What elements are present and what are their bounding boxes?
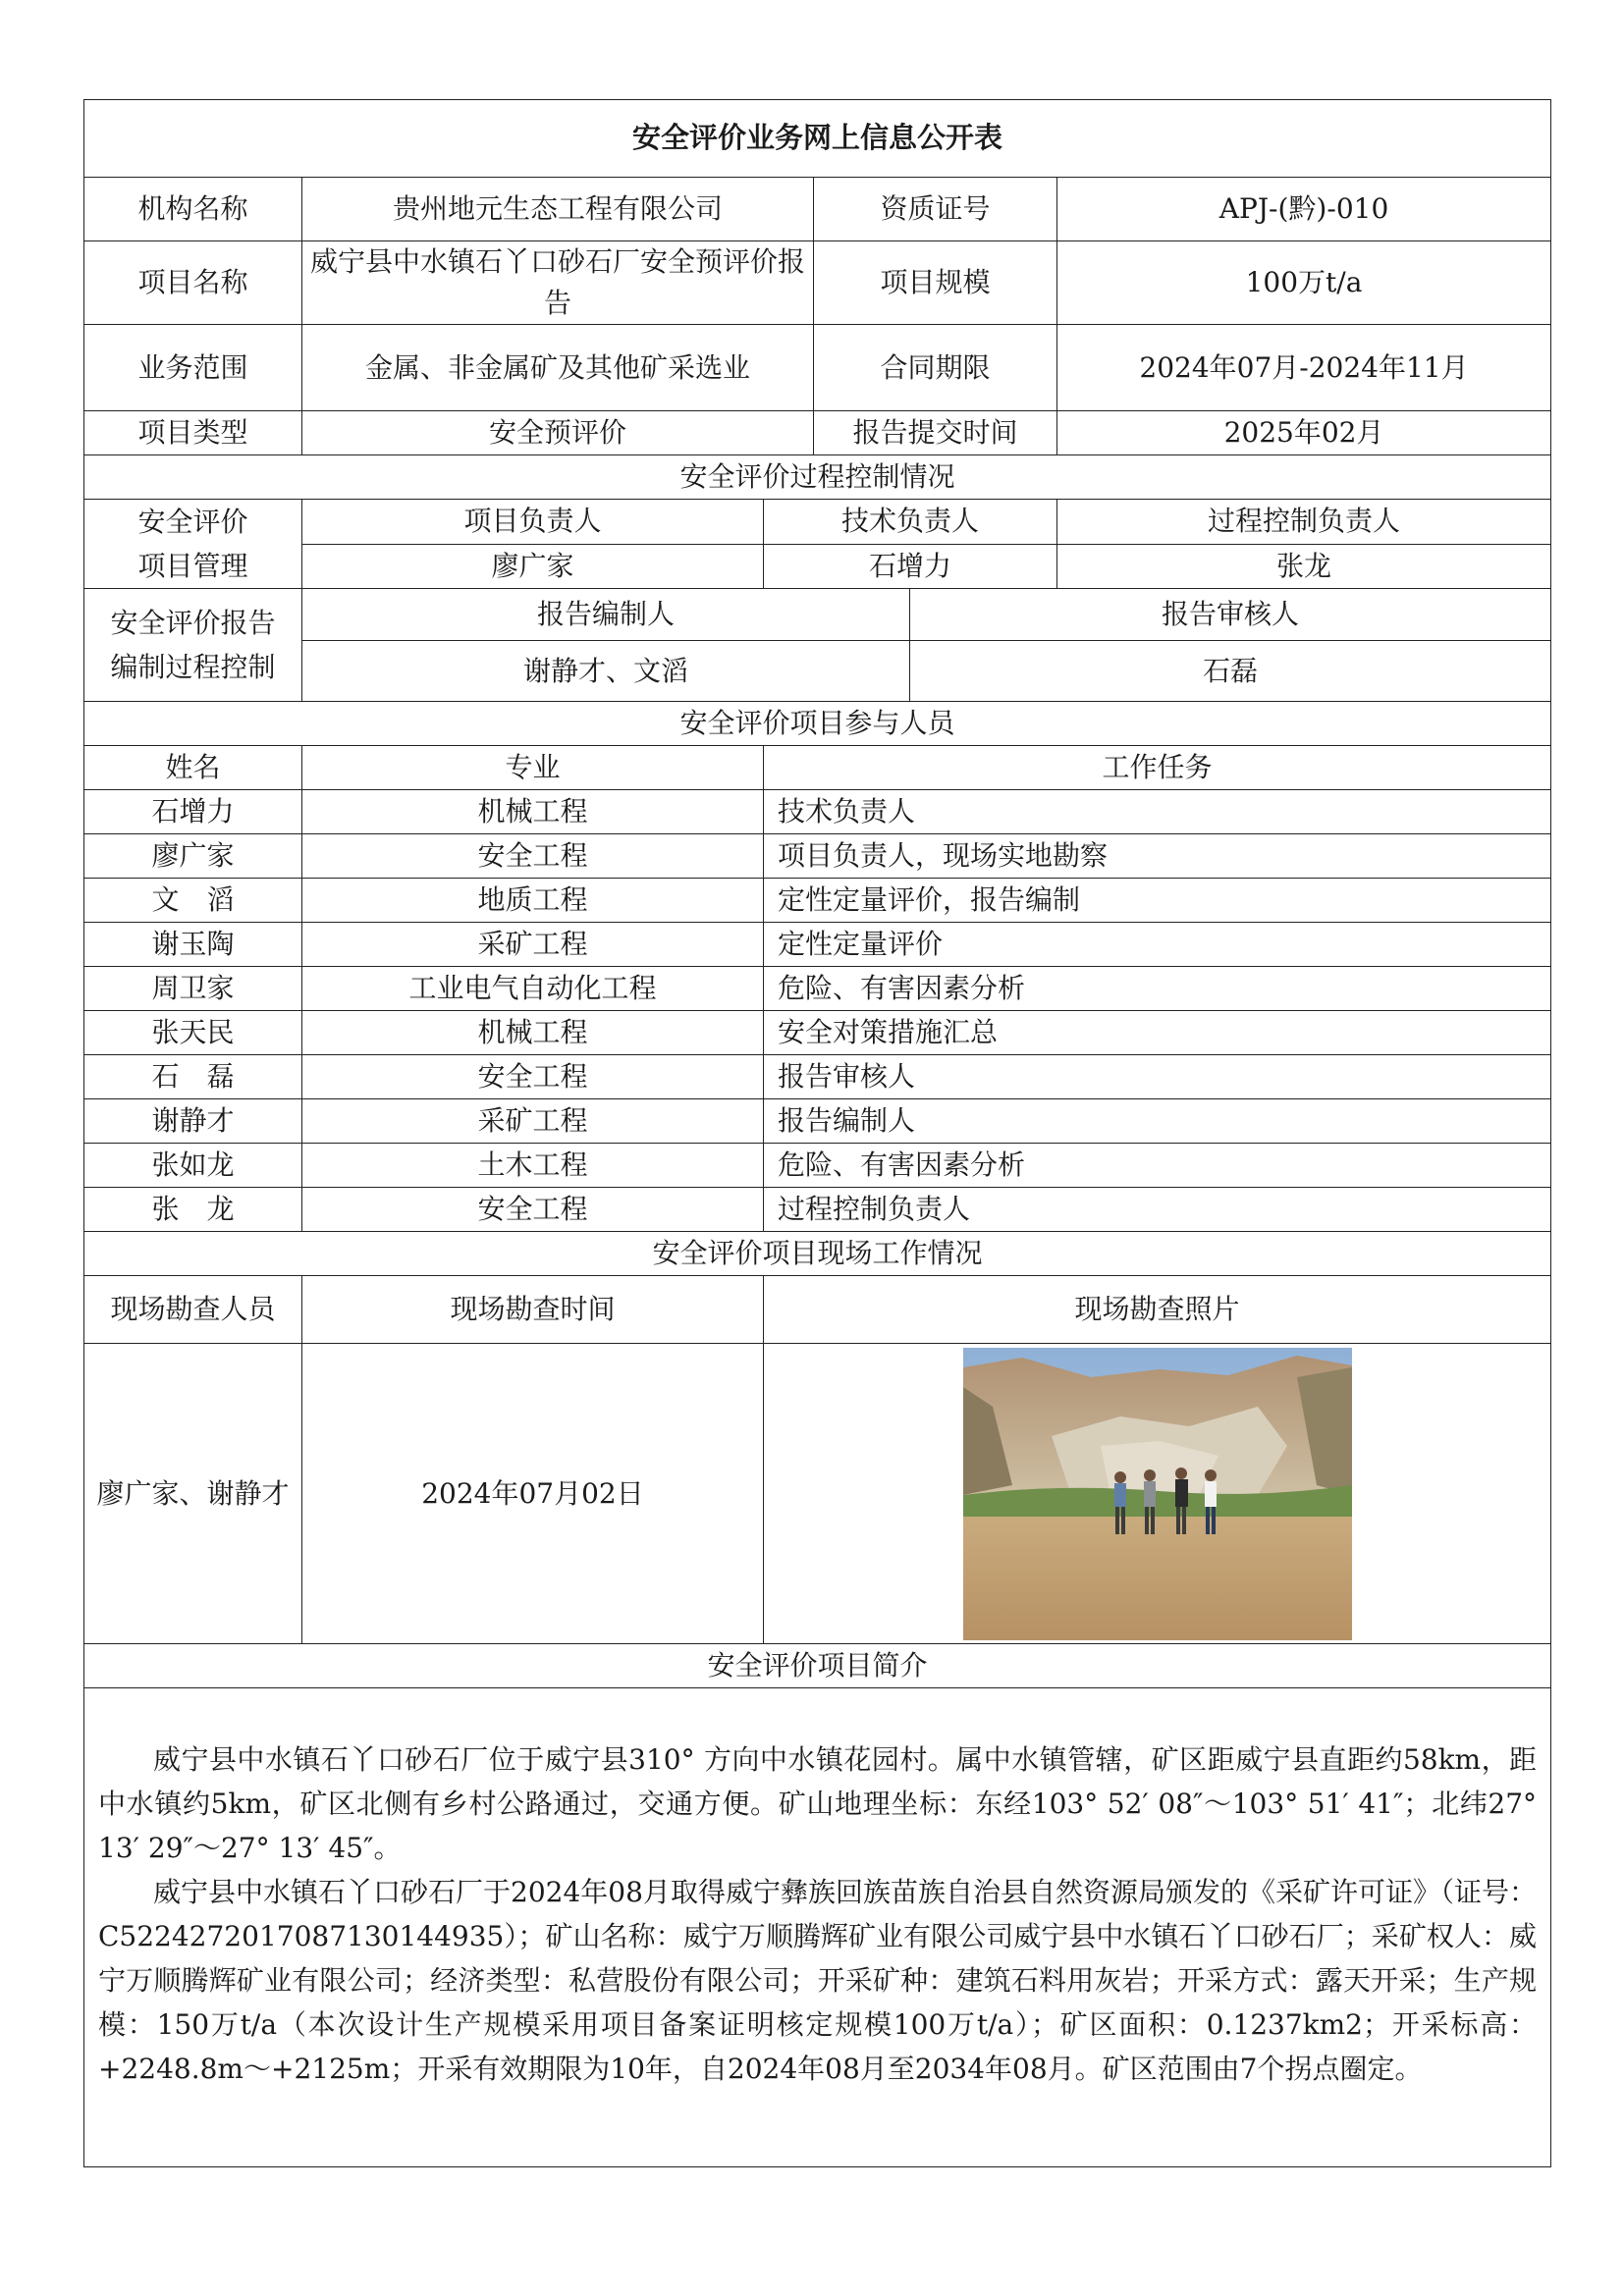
contract-label: 合同期限 [814,325,1057,411]
staff-major: 机械工程 [302,790,764,834]
site-heading: 安全评价项目现场工作情况 [84,1232,1551,1276]
staff-task: 危险、有害因素分析 [764,1144,1551,1188]
staff-name: 廖广家 [84,834,302,879]
table-row [84,1011,1551,1055]
author-label: 报告编制人 [302,589,910,641]
staff-major: 安全工程 [302,834,764,879]
ctrl-value: 张龙 [1057,544,1551,589]
staff-name: 张 龙 [84,1188,302,1232]
scale-label: 项目规模 [814,241,1057,325]
tech-value: 石增力 [764,544,1057,589]
org-label: 机构名称 [84,178,302,241]
staff-task: 定性定量评价，报告编制 [764,879,1551,923]
info-table [83,99,1551,2167]
intro-heading: 安全评价项目简介 [84,1644,1551,1688]
staff-name: 文 滔 [84,879,302,923]
site-people: 廖广家、谢静才 [84,1344,302,1644]
staff-name: 张如龙 [84,1144,302,1188]
staff-name: 石增力 [84,790,302,834]
staff-major: 安全工程 [302,1055,764,1099]
table-row [84,790,1551,834]
tech-label: 技术负责人 [764,500,1057,545]
cert-value: APJ-(黔)-010 [1057,178,1551,241]
staff-name: 周卫家 [84,967,302,1011]
col-name: 姓名 [84,746,302,790]
reviewer-label: 报告审核人 [910,589,1551,641]
table-row [84,1144,1551,1188]
table-row [84,1099,1551,1144]
staff-name: 谢静才 [84,1099,302,1144]
col-task: 工作任务 [764,746,1551,790]
cert-label: 资质证号 [814,178,1057,241]
author-value: 谢静才、文滔 [302,641,910,702]
staff-task: 项目负责人，现场实地勘察 [764,834,1551,879]
intro-paragraph-2: 威宁县中水镇石丫口砂石厂于2024年08月取得威宁彝族回族苗族自治县自然资源局颁发的《采矿许可证》（证号：C5224272017087130144935）；矿山名称：威宁万顺腾辉矿业有限公司威宁县中水镇石丫口砂石厂；采矿权人：威宁万顺腾辉矿业有限公司；经济类型：私营股份有限公司；开采矿种：建筑石料用灰岩；开采方式：露天开采；生产规模：150万t/a（本次设计生产规模采用项目备案证明核定规模100万t/a）；矿区面积：0.1237km2；开采标高：+2248.8m～+2125m；开采有效期限为10年，自2024年08月至2034年08月。矿区范围由7个拐点圈定。 [98,1876,1538,2085]
pm-label: 项目负责人 [302,500,764,545]
staff-task: 过程控制负责人 [764,1188,1551,1232]
table-row [84,967,1551,1011]
staff-major: 机械工程 [302,1011,764,1055]
staff-major: 地质工程 [302,879,764,923]
table-row [84,1055,1551,1099]
staff-task: 技术负责人 [764,790,1551,834]
table-row [84,834,1551,879]
staff-major: 安全工程 [302,1188,764,1232]
scope-value: 金属、非金属矿及其他矿采选业 [302,325,814,411]
staff-task: 危险、有害因素分析 [764,967,1551,1011]
report-control-label: 安全评价报告 编制过程控制 [84,589,302,702]
site-photo-cell [764,1344,1551,1644]
type-value: 安全预评价 [302,411,814,455]
project-label: 项目名称 [84,241,302,325]
scale-value: 100万t/a [1057,241,1551,325]
staff-major: 工业电气自动化工程 [302,967,764,1011]
col-major: 专业 [302,746,764,790]
ctrl-label: 过程控制负责人 [1057,500,1551,545]
staff-name: 张天民 [84,1011,302,1055]
col-site-photo: 现场勘查照片 [764,1276,1551,1344]
scope-label: 业务范围 [84,325,302,411]
staff-name: 石 磊 [84,1055,302,1099]
org-value: 贵州地元生态工程有限公司 [302,178,814,241]
site-photo [963,1348,1352,1640]
staff-major: 采矿工程 [302,1099,764,1144]
reviewer-value: 石磊 [910,641,1551,702]
staff-task: 报告编制人 [764,1099,1551,1144]
staff-task: 安全对策措施汇总 [764,1011,1551,1055]
type-label: 项目类型 [84,411,302,455]
staff-task: 报告审核人 [764,1055,1551,1099]
staff-major: 采矿工程 [302,923,764,967]
pm-value: 廖广家 [302,544,764,589]
col-site-people: 现场勘查人员 [84,1276,302,1344]
contract-value: 2024年07月-2024年11月 [1057,325,1551,411]
table-row [84,923,1551,967]
table-row [84,879,1551,923]
process-heading: 安全评价过程控制情况 [84,455,1551,500]
info-disclosure-page [83,99,1550,2167]
intro-paragraph-1: 威宁县中水镇石丫口砂石厂位于威宁县310° 方向中水镇花园村。属中水镇管辖，矿区距威宁县直距约58km，距中水镇约5km，矿区北侧有乡村公路通过，交通方便。矿山地理坐标：东经103° 52′ 08″～103° 51′ 41″；北纬27° 13′ 29″～27° 13′ 45″。 [98,1743,1538,1864]
staff-heading: 安全评价项目参与人员 [84,702,1551,746]
staff-name: 谢玉陶 [84,923,302,967]
staff-major: 土木工程 [302,1144,764,1188]
staff-task: 定性定量评价 [764,923,1551,967]
page-title: 安全评价业务网上信息公开表 [84,100,1551,178]
submit-label: 报告提交时间 [814,411,1057,455]
submit-value: 2025年02月 [1057,411,1551,455]
intro-body [84,1688,1551,2167]
table-row [84,1188,1551,1232]
site-time: 2024年07月02日 [302,1344,764,1644]
mgmt-label: 安全评价 项目管理 [84,500,302,589]
col-site-time: 现场勘查时间 [302,1276,764,1344]
project-value: 威宁县中水镇石丫口砂石厂安全预评价报告 [302,241,814,325]
